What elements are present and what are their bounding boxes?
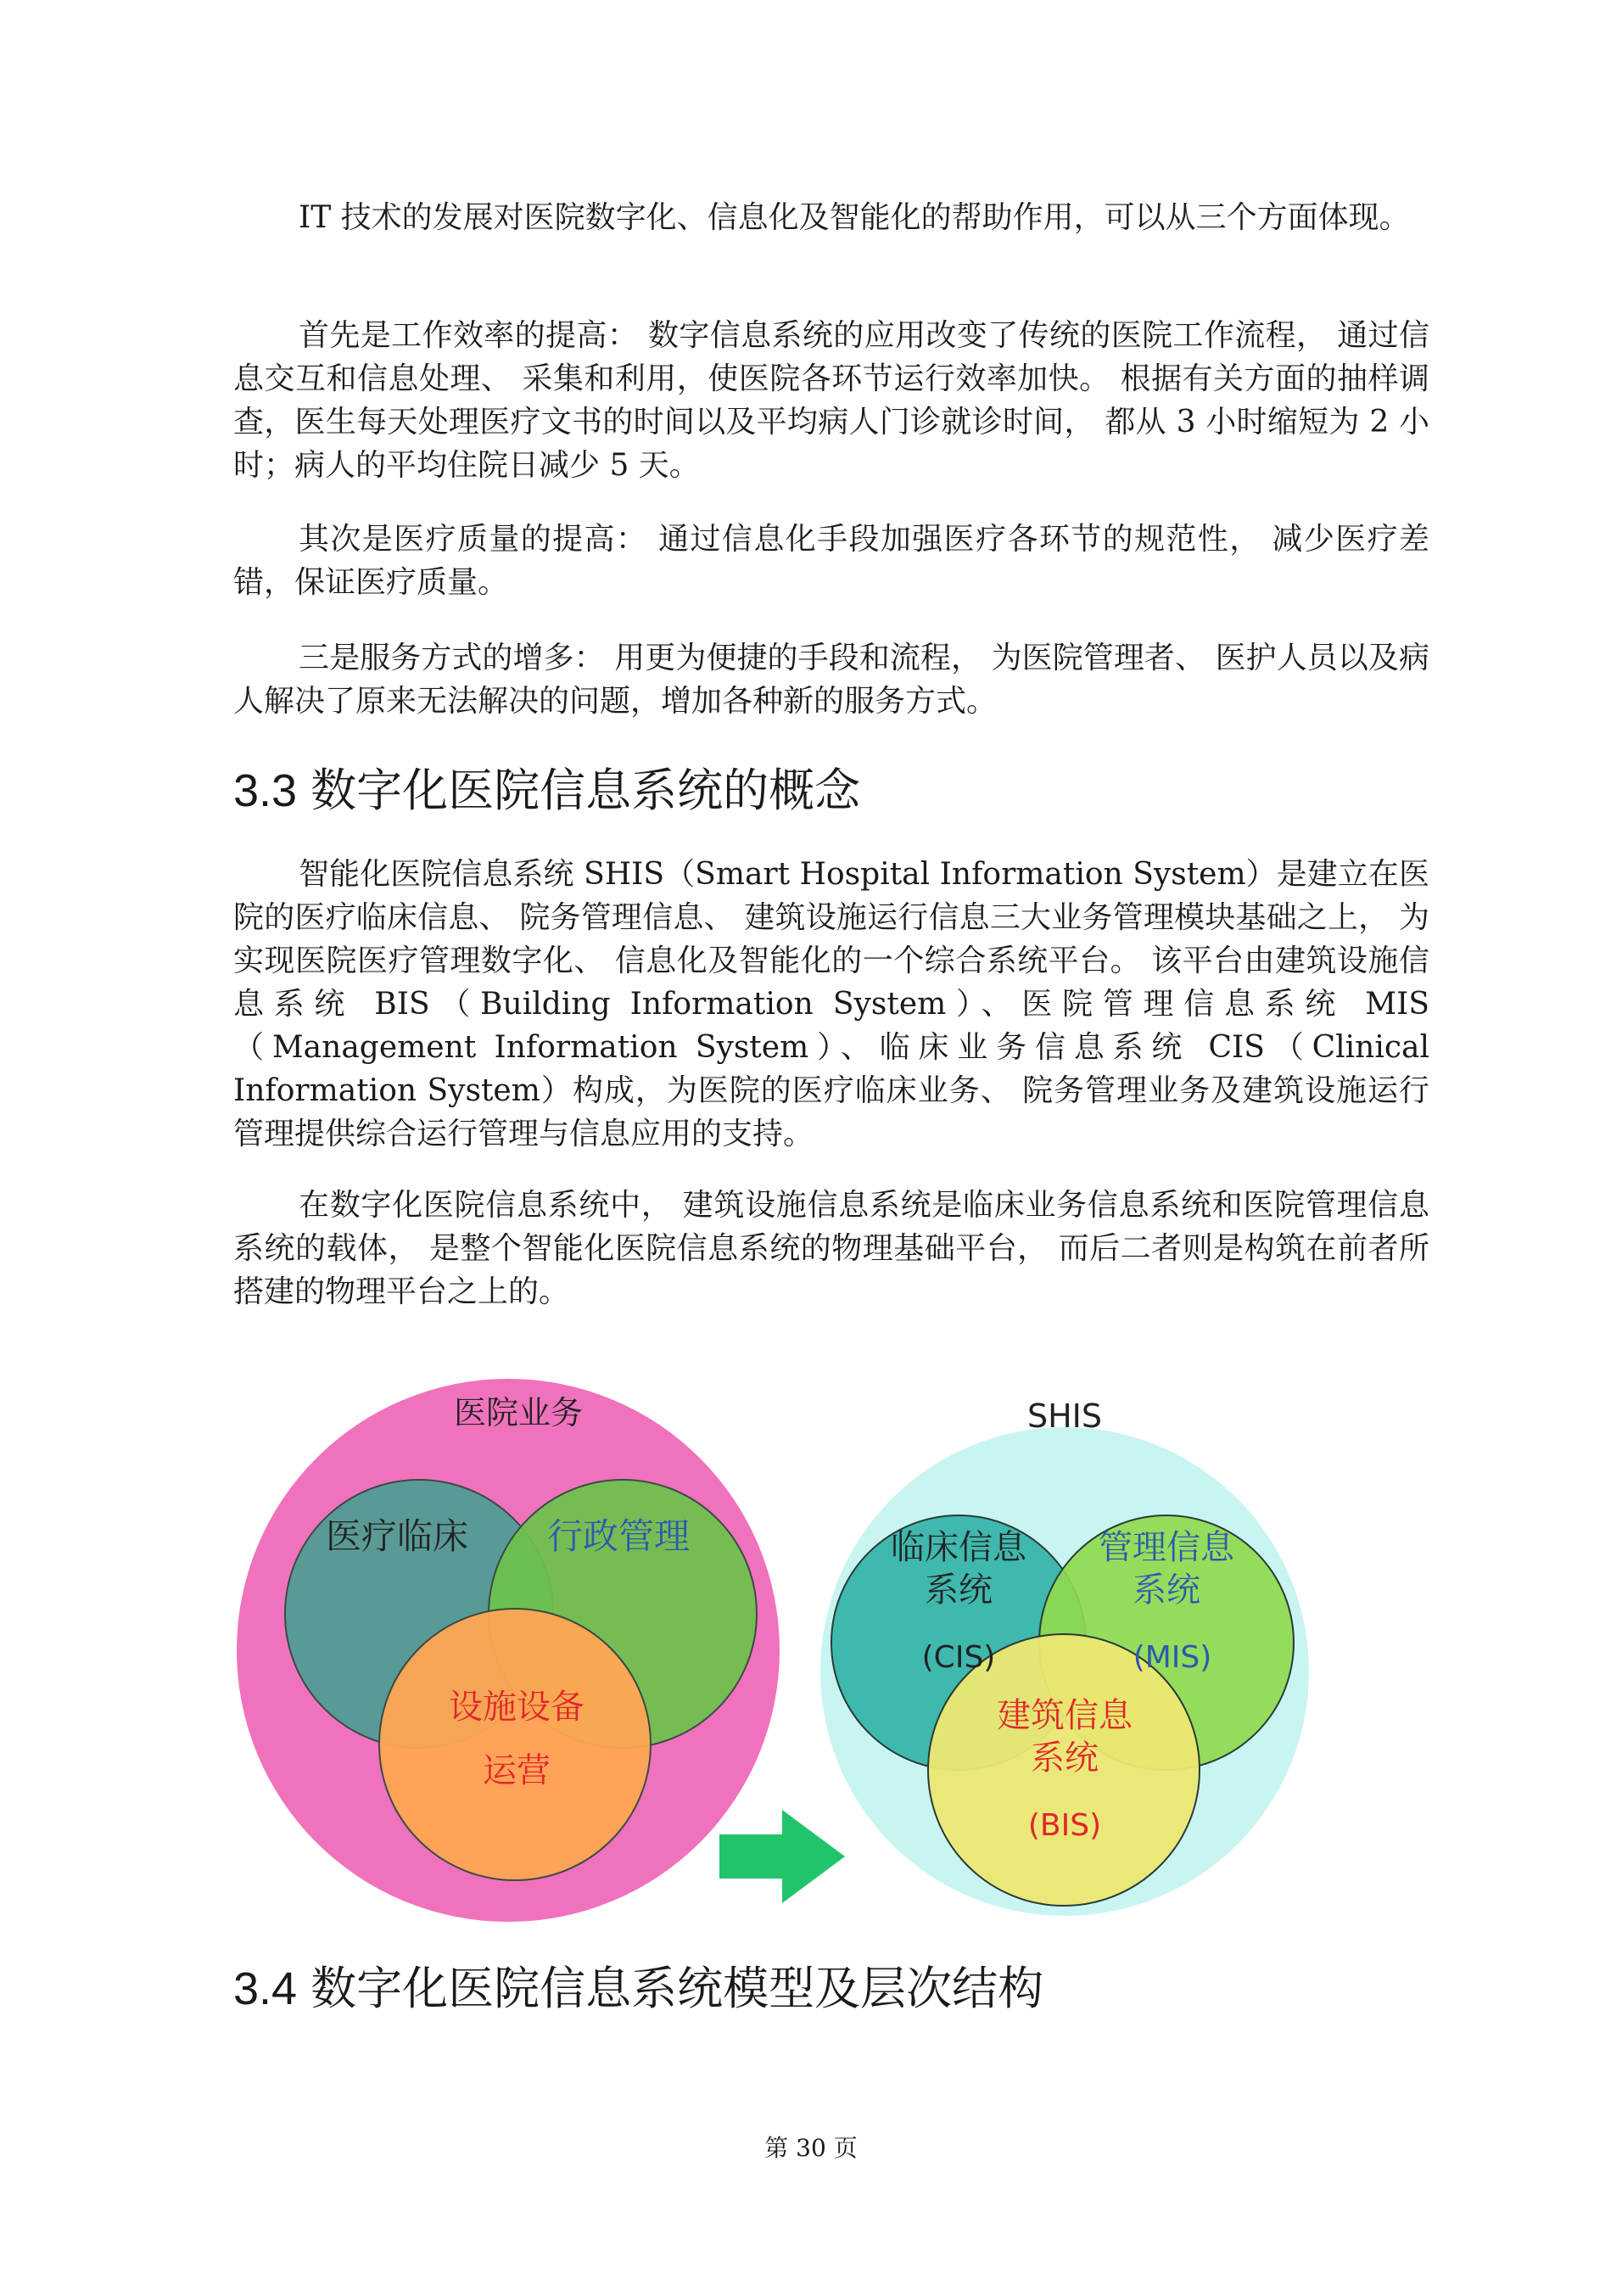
transition-arrow (719, 1810, 845, 1903)
paragraph-it-intro: IT 技术的发展对医院数字化、信息化及智能化的帮助作用，可以从三个方面体现。 (299, 200, 1410, 235)
admin-management-label: 行政管理 (546, 1515, 691, 1557)
section-number: 3.3 (233, 765, 298, 816)
shis-venn-diagram (222, 1341, 1401, 1926)
section-heading-3-3 (233, 764, 1421, 818)
cis-label-3: (CIS) (921, 1640, 996, 1675)
medical-clinical-label: 医疗临床 (325, 1515, 469, 1557)
shis-label: SHIS (1026, 1397, 1103, 1435)
bis-label-3: (BIS) (1027, 1808, 1102, 1843)
paragraph-shis-definition: 智能化医院信息系统 SHIS（Smart Hospital Information System）是建立在医院的医疗临床信息、 院务管理信息、 建筑设施运行信息三大业务管理模块基础之上， 为实现医院医疗管理数字化、 信息化及智能化的一个综合系统平台。 该平台由建筑设施信息系统 BIS（Building Information System）、医院管理信息系统 MIS（Management Information System）、临床业务信息系统 CIS（Clinical Information System）构成，为医院的医疗临床业务、 院务管理业务及建筑设施运行管理提供综合运行管理与信息应用的支持。 (233, 857, 1429, 1151)
section-number: 3.4 (233, 1963, 298, 2014)
hospital-business-venn (237, 1379, 780, 1922)
paragraph-quality: 其次是医疗质量的提高： 通过信息化手段加强医疗各环节的规范性， 减少医疗差错，保证医疗质量。 (233, 522, 1429, 600)
bis-label-1: 建筑信息 (997, 1696, 1133, 1735)
mis-label-2: 系统 (1133, 1571, 1200, 1610)
paragraph-services: 三是服务方式的增多： 用更为便捷的手段和流程， 为医院管理者、 医护人员以及病人解决了原来无法解决的问题，增加各种新的服务方式。 (233, 641, 1429, 719)
page-number: 第 30 页 (764, 2134, 858, 2162)
facility-operation-label-2: 运营 (483, 1751, 551, 1790)
bis-label-2: 系统 (1031, 1739, 1099, 1778)
section-title: 数字化医院信息系统模型及层次结构 (310, 1962, 1044, 2015)
hospital-business-label: 医院业务 (453, 1394, 584, 1431)
cis-label-1: 临床信息 (891, 1528, 1026, 1567)
mis-label-3: (MIS) (1133, 1640, 1212, 1675)
facility-operation-label-1: 设施设备 (449, 1688, 584, 1727)
cis-label-2: 系统 (925, 1571, 993, 1610)
arrow-icon (719, 1810, 845, 1903)
paragraph-efficiency: 首先是工作效率的提高： 数字信息系统的应用改变了传统的医院工作流程， 通过信息交互和信息处理、 采集和利用，使医院各环节运行效率加快。 根据有关方面的抽样调查，医生每天处理医疗文书的时间以及平均病人门诊就诊时间， 都从 3 小时缩短为 2 小时；病人的平均住院日减少 5 天。 (233, 318, 1429, 483)
section-heading-3-4 (233, 1962, 1421, 2016)
shis-venn (820, 1397, 1309, 1916)
facility-operation-circle (379, 1609, 651, 1880)
paragraph-bis-carrier: 在数字化医院信息系统中， 建筑设施信息系统是临床业务信息系统和医院管理信息系统的载体， 是整个智能化医院信息系统的物理基础平台， 而后二者则是构筑在前者所搭建的物理平台之上的。 (233, 1188, 1429, 1309)
section-title: 数字化医院信息系统的概念 (310, 764, 861, 817)
mis-label-1: 管理信息 (1099, 1528, 1234, 1567)
